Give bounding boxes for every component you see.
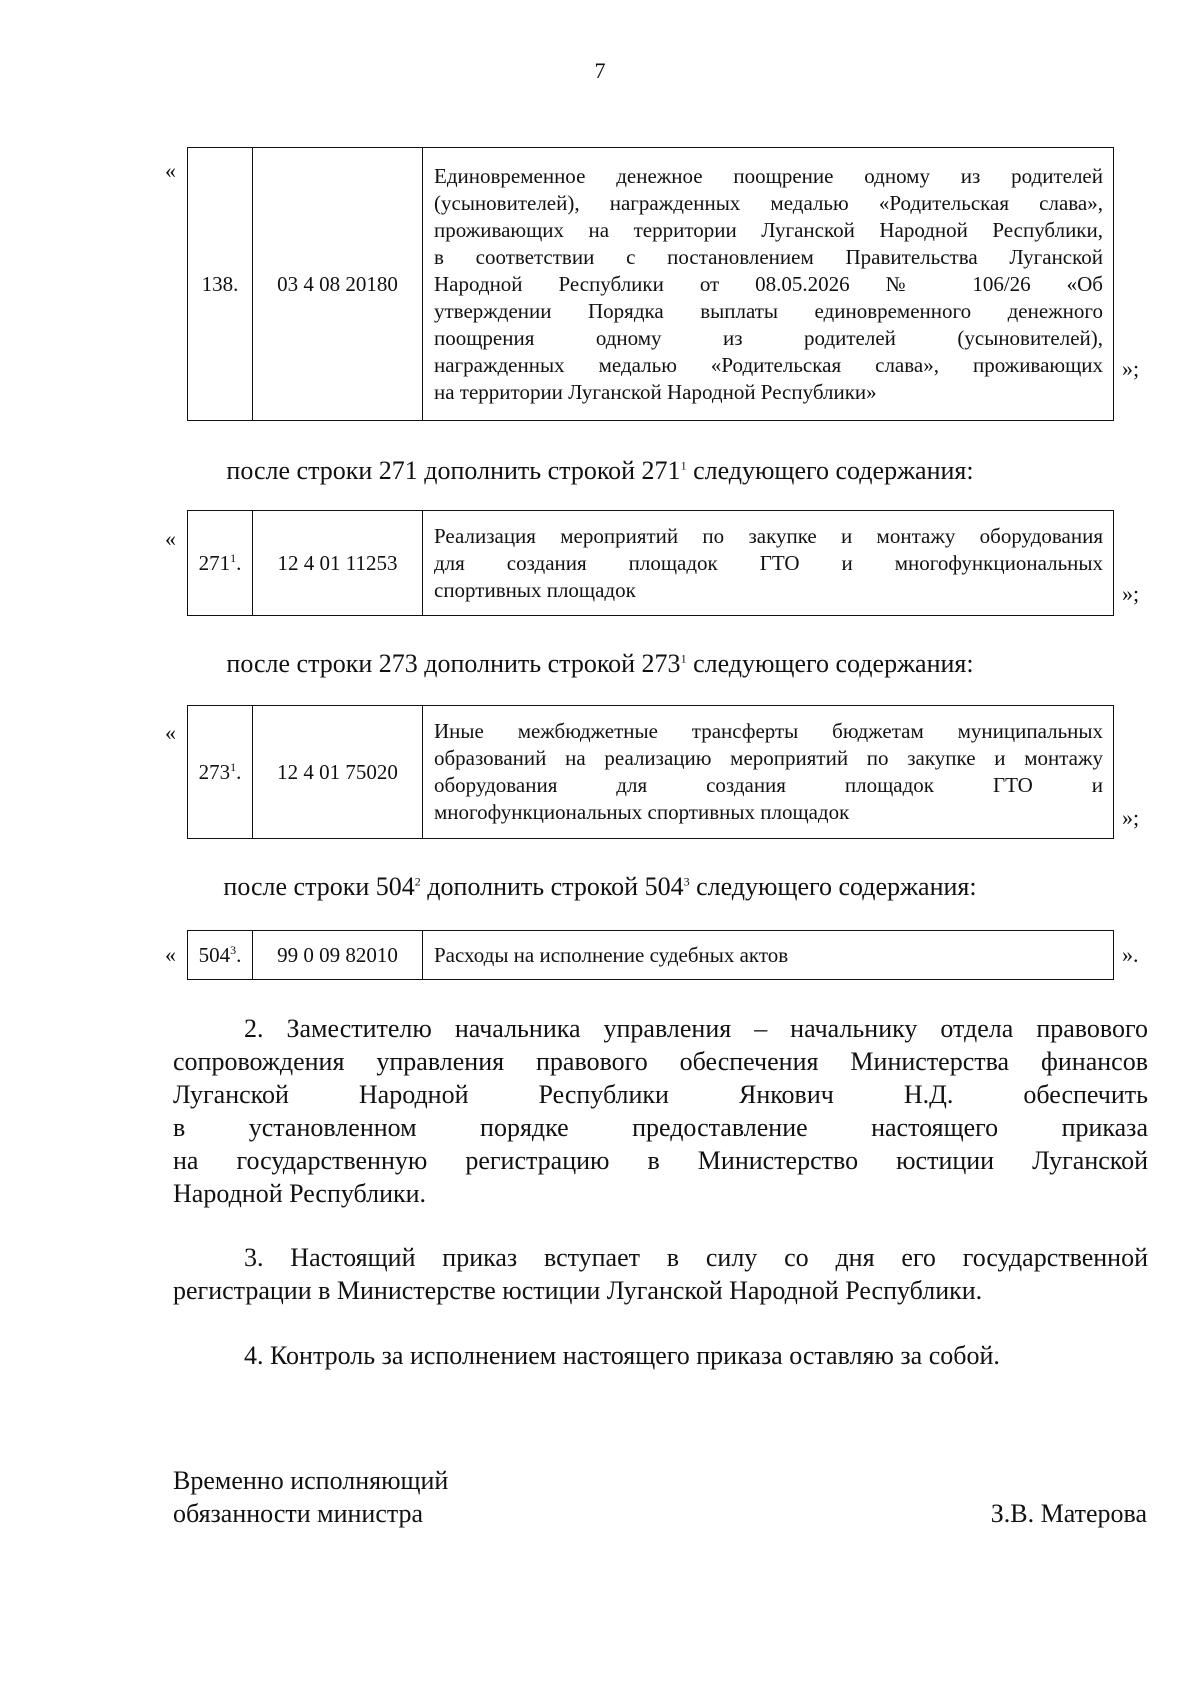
table-row	[187, 510, 1114, 616]
paragraph-2: 2. Заместителю начальника управления – начальнику отдела правового сопровождения управления правового обеспечения Министерства финансов Луганской Народной Республики Янкович Н.Д. обеспечить в установленном порядке предоставление настоящего приказа на государственную регистрацию в Министерство юстиции Луганской Народной Республики.	[173, 1014, 1148, 1208]
row-number: $273^1$.	[188, 706, 253, 839]
table-row	[187, 705, 1114, 839]
budget-code: 12 4 01 11253	[253, 511, 423, 616]
row-number: $271^1$.	[188, 511, 253, 616]
instruction-line: после строки $504^2$ дополнить строкой $504^3$ следующего содержания:	[223, 872, 977, 901]
quote-close: »;	[1122, 581, 1140, 606]
budget-code: 99 0 09 82010	[253, 931, 423, 980]
table-row	[187, 930, 1114, 980]
quote-close: ».	[1122, 942, 1139, 967]
page-number: 7	[594, 58, 606, 83]
instruction-line: после строки 271 дополнить строкой $271^1$ следующего содержания:	[226, 456, 974, 485]
quote-open: «	[165, 942, 176, 967]
signatory-name: З.В. Матерова	[990, 1499, 1147, 1528]
table-row	[187, 147, 1114, 421]
row-description: Единовременное денежное поощрение одному из родителей (усыновителей), награжденных медалью «Родительская слава», проживающих на территории Луганской Народной Республики, в соответствии с постановлением Правительства Луганской Народной Республики от 08.05.2026 № 106/26 «Об утверждении Порядка выплаты единовременного денежного поощрения одному из родителей (усыновителей), награжденных медалью «Родительская слава», проживающих на территории Луганской Народной Республики»	[423, 148, 1114, 421]
row-number: 138.	[188, 148, 253, 421]
row-number: $504^3$.	[188, 931, 253, 980]
instruction-line: после строки 273 дополнить строкой $273^1$ следующего содержания:	[226, 649, 974, 678]
budget-code: 03 4 08 20180	[253, 148, 423, 421]
paragraph-3: 3. Настоящий приказ вступает в силу со дня его государственной регистрации в Министерстве юстиции Луганской Народной Республики.	[173, 1243, 1148, 1305]
paragraph-4: 4. Контроль за исполнением настоящего приказа оставляю за собой.	[244, 1341, 1000, 1370]
quote-close: »;	[1122, 356, 1140, 381]
signatory-position: Временно исполняющий обязанности министра	[173, 1466, 449, 1528]
row-description: Реализация мероприятий по закупке и монтажу оборудования для создания площадок ГТО и многофункциональных спортивных площадок	[423, 511, 1114, 616]
quote-close: »;	[1122, 805, 1140, 830]
quote-open: «	[165, 158, 176, 183]
quote-open: «	[165, 526, 176, 551]
quote-open: «	[165, 720, 176, 745]
row-description: Иные межбюджетные трансферты бюджетам муниципальных образований на реализацию мероприятий по закупке и монтажу оборудования для создания площадок ГТО и многофункциональных спортивных площадок	[423, 706, 1114, 839]
budget-code: 12 4 01 75020	[253, 706, 423, 839]
row-description: Расходы на исполнение судебных актов	[423, 931, 1114, 980]
